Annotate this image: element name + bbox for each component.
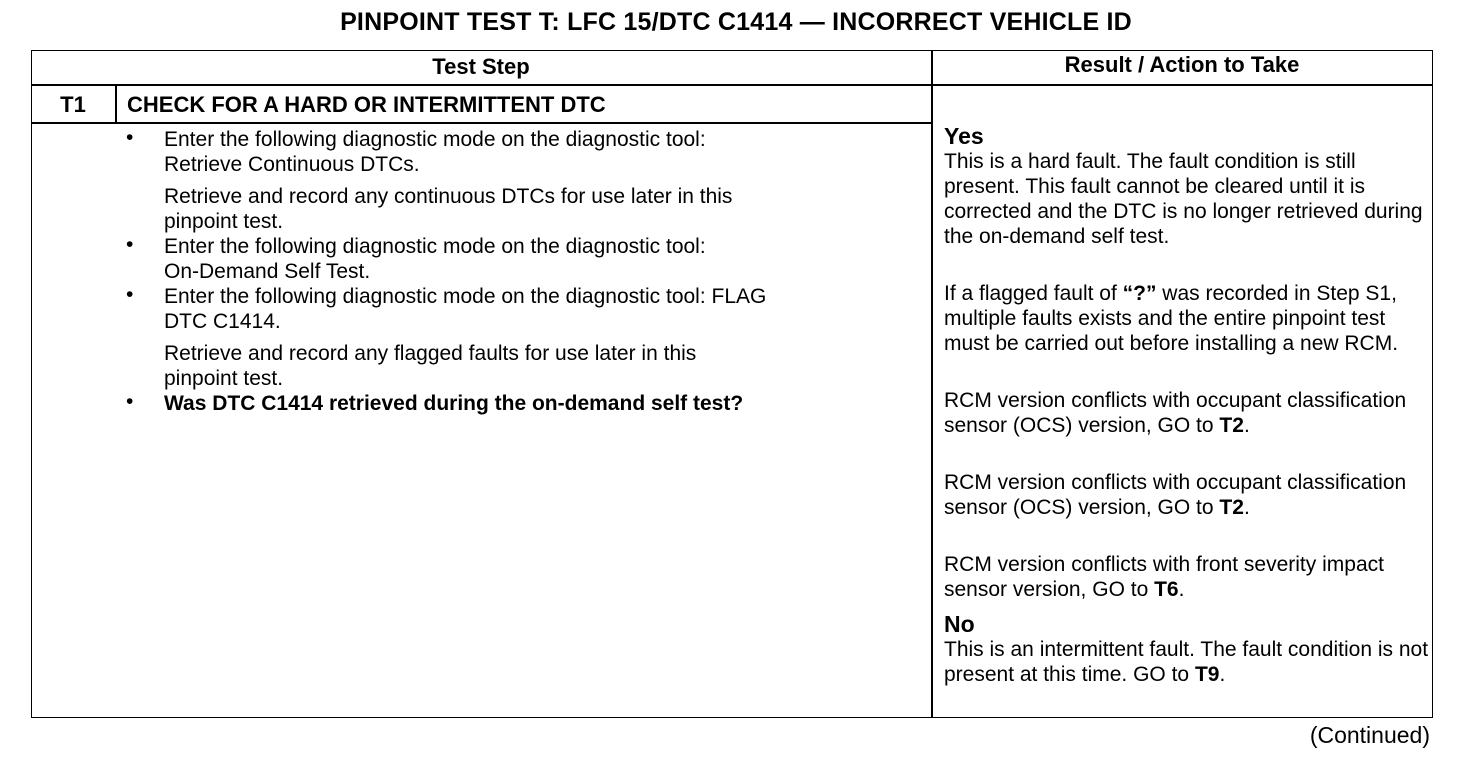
list-item: Retrieve and record any flagged faults for use later in this pinpoint test. [164, 342, 697, 390]
bullet-icon: • [126, 390, 134, 413]
step-title-divider [31, 122, 931, 124]
step-title: CHECK FOR A HARD OR INTERMITTENT DTC [127, 92, 606, 117]
header-divider [31, 84, 1433, 86]
list-item: Enter the following diagnostic mode on the diagnostic tool: Retrieve Continuous DTCs. [164, 128, 706, 176]
bullet-icon: • [126, 233, 134, 256]
result-header: Result / Action to Take [1064, 52, 1300, 77]
yes-paragraph: RCM version conflicts with occupant classification sensor (OCS) version, GO to T2. [944, 389, 1407, 437]
result-no-block [944, 612, 1432, 687]
bullet-icon: • [126, 126, 134, 149]
page-title: PINPOINT TEST T: LFC 15/DTC C1414 — INCORRECT VEHICLE ID [340, 8, 1132, 36]
result-yes-block [944, 124, 1432, 249]
yes-paragraph: This is a hard fault. The fault condition is still present. This fault cannot be cleared until it is corrected and the DTC is no longer retrieved during the on-demand self test. [944, 150, 1423, 248]
bullet-icon: • [126, 283, 134, 306]
continued-note: (Continued) [1309, 722, 1430, 748]
list-item: Enter the following diagnostic mode on the diagnostic tool: On-Demand Self Test. [164, 235, 706, 283]
step-id-divider [115, 84, 117, 122]
list-item: Enter the following diagnostic mode on the diagnostic tool: FLAG DTC C1414. [164, 285, 767, 333]
yes-paragraph: If a flagged fault of “?” was recorded in Step S1, multiple faults exists and the entire pinpoint test must be carried out before installing a new RCM. [944, 282, 1399, 355]
no-label: No [944, 611, 975, 637]
step-id: T1 [60, 92, 86, 117]
list-item: Retrieve and record any continuous DTCs for use later in this pinpoint test. [164, 185, 733, 233]
no-paragraph: This is an intermittent fault. The fault condition is not present at this time. GO to T9. [944, 638, 1429, 686]
list-item-question: Was DTC C1414 retrieved during the on-demand self test? [164, 392, 744, 415]
yes-paragraph: RCM version conflicts with occupant classification sensor (OCS) version, GO to T2. [944, 471, 1407, 519]
yes-paragraph: RCM version conflicts with front severity impact sensor version, GO to T6. [944, 553, 1384, 601]
yes-label: Yes [944, 123, 984, 149]
test-step-header: Test Step [432, 54, 530, 79]
column-divider [931, 50, 933, 718]
